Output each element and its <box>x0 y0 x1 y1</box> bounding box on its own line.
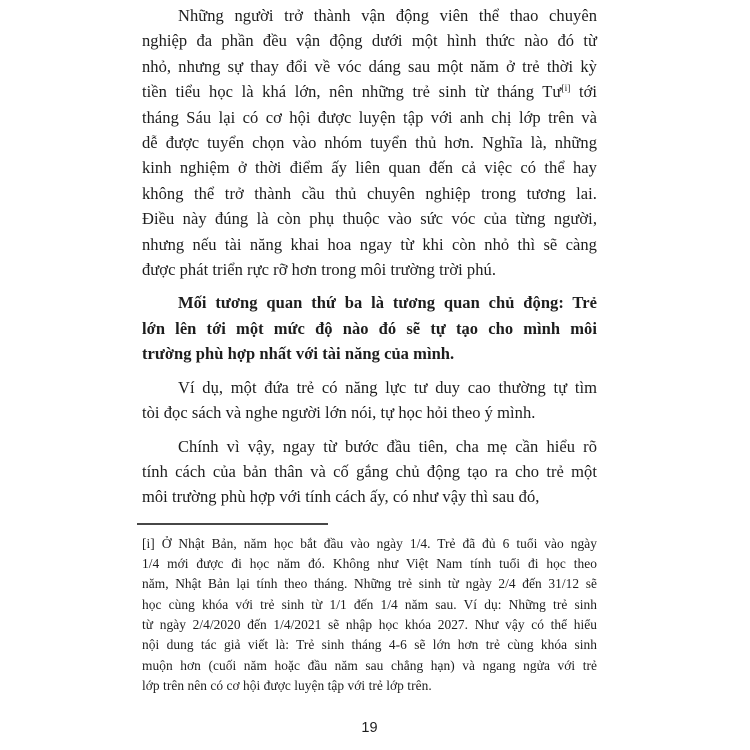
text-line: tiền tiểu học là khá lớn, nên những trẻ sinh từ tháng Tư[i] tới <box>142 82 598 102</box>
text-line: Điều này đúng là còn phụ thuộc vào sức vóc của từng người, <box>142 209 597 229</box>
text-line: kinh nghiệm ở thời điểm ấy liên quan đến cả việc có thể hay <box>142 158 597 178</box>
text-line: nhỏ, nhưng sự thay đổi về vóc dáng sau một năm ở trẻ thời kỳ <box>142 56 597 76</box>
body-paragraph-4 <box>142 434 597 510</box>
text-line: [i] Ở Nhật Bản, năm học bắt đầu vào ngày 1/4. Trẻ đã đủ 6 tuổi vào ngày <box>142 535 597 551</box>
text-line: muộn hơn (cuối năm hoặc đầu năm sau chẳng hạn) và ngang ngửa với trẻ <box>142 657 597 673</box>
body-paragraph-1 <box>142 3 597 282</box>
footnote-separator-rule <box>137 523 328 525</box>
text-line: tòi đọc sách và nghe người lớn nói, tự học hỏi theo ý mình. <box>142 403 536 423</box>
text-line: không thể trở thành cầu thủ chuyên nghiệp trong tương lai. <box>142 183 597 203</box>
text-line: Chính vì vậy, ngay từ bước đầu tiên, cha mẹ cần hiểu rõ <box>178 436 597 456</box>
text-line: được phát triển rực rỡ hơn trong môi trường trời phú. <box>142 260 496 280</box>
text-line: lớn lên tới một mức độ nào đó sẽ tự tạo cho mình môi <box>142 318 597 338</box>
text-line: dễ được tuyển chọn vào nhóm tuyển thủ hơn. Nghĩa là, những <box>142 133 597 153</box>
footnote-text <box>142 534 597 696</box>
text-line: năm, Nhật Bản lại tính theo tháng. Những trẻ sinh từ ngày 2/4 đến 31/12 sẽ <box>142 576 597 592</box>
text-block <box>142 3 597 696</box>
text-line: tháng Sáu lại có cơ hội được luyện tập với anh chị lớp trên và <box>142 107 597 127</box>
text-line: nghiệp đa phần đều vận động dưới một hình thức nào đó từ <box>142 31 597 51</box>
text-line: nhưng nếu tài năng khai hoa ngay từ khi còn nhỏ thì sẽ càng <box>142 234 597 254</box>
text-line: Những người trở thành vận động viên thể thao chuyên <box>178 6 597 25</box>
text-line: trường phù hợp nhất với tài năng của mình. <box>142 344 455 364</box>
body-paragraph-2-bold <box>142 290 597 366</box>
text-line: Mối tương quan thứ ba là tương quan chủ động: Trẻ <box>178 293 597 313</box>
text-line: học cùng khóa với trẻ sinh từ 1/1 đến 1/4 năm sau. Ví dụ: Những trẻ sinh <box>142 596 597 612</box>
text-line: từ ngày 2/4/2020 đến 1/4/2021 sẽ nhập học khóa 2027. Như vậy có thể hiểu <box>142 616 597 632</box>
text-line: môi trường phù hợp với tính cách ấy, có như vậy thì sau đó, <box>142 487 540 507</box>
text-line: lớp trên nên có cơ hội được luyện tập với trẻ lớp trên. <box>142 677 432 693</box>
text-line: tính cách của bản thân và cố gắng chủ động tạo ra cho trẻ một <box>142 461 597 481</box>
page-number: 19 <box>361 720 378 736</box>
footnote-reference-marker: [i] <box>561 84 571 95</box>
text-line: 1/4 mới được đi học năm đó. Không như Việt Nam tính tuổi đi học theo <box>142 556 597 572</box>
text-line: Ví dụ, một đứa trẻ có năng lực tư duy cao thường tự tìm <box>178 377 597 397</box>
body-paragraph-3 <box>142 375 597 426</box>
text-line: nội dung tác giả viết là: Trẻ sinh tháng 4-6 sẽ lớn hơn trẻ cùng khóa sinh <box>142 637 597 653</box>
